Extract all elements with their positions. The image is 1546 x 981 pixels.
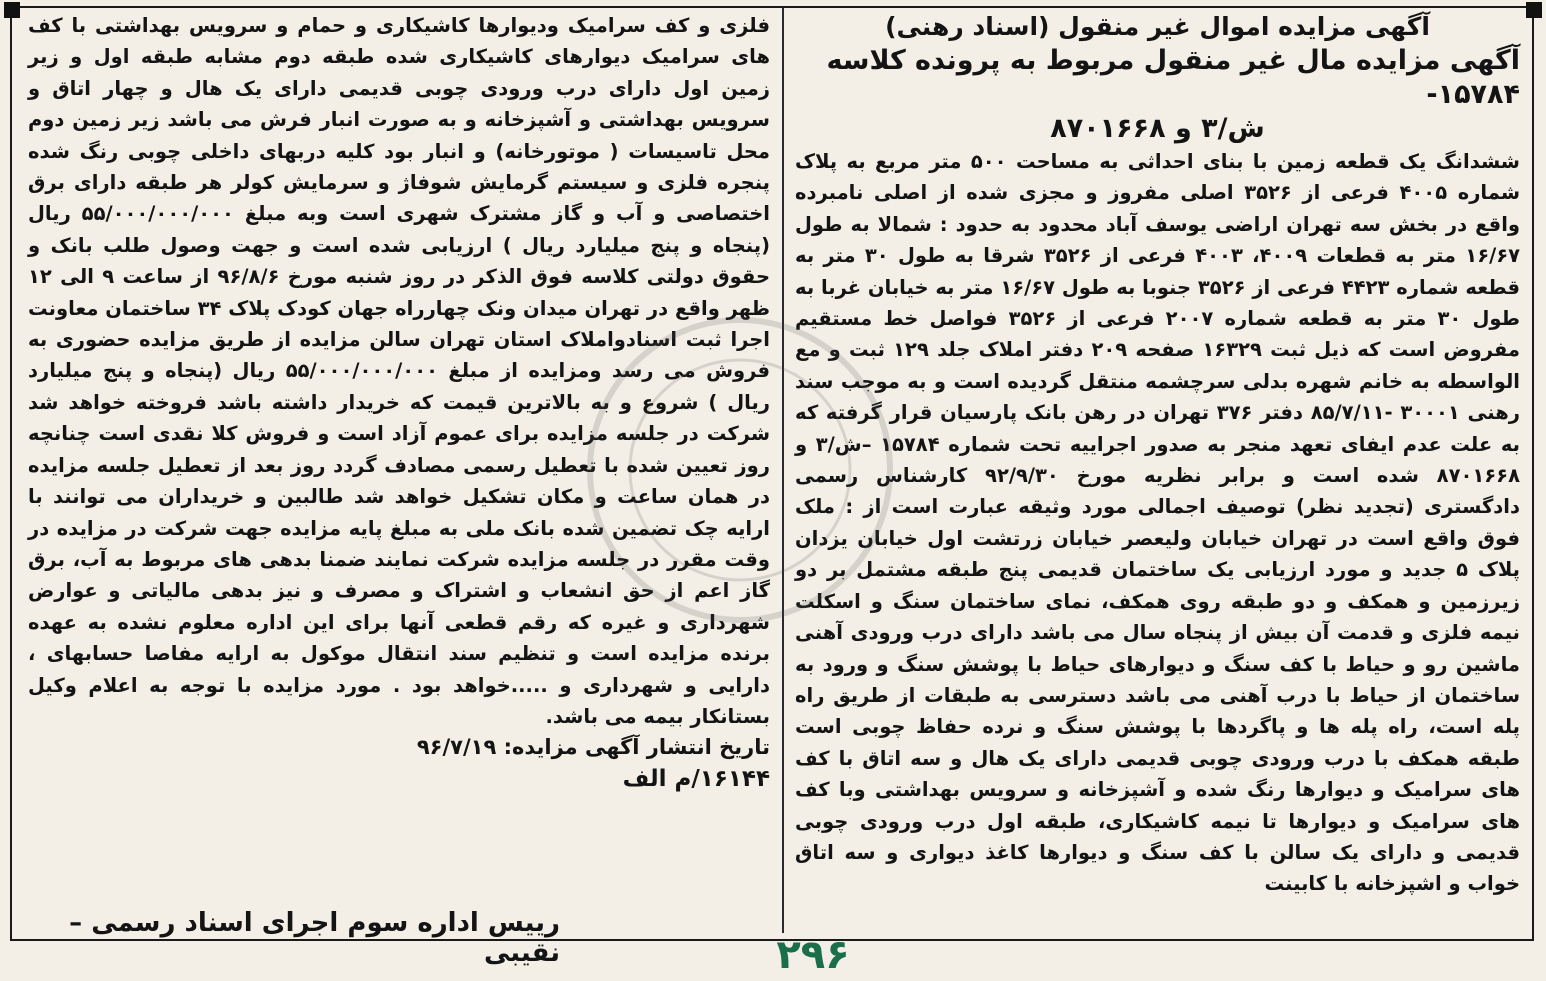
corner-mark-right: [1526, 2, 1542, 18]
notice-subtitle: آگهی مزایده مال غیر منقول مربوط به پرونده کلاسه ۱۵۷۸۴-: [826, 45, 1520, 110]
notice-body-part2: فلزی و کف سرامیک ودیوارها کاشیکاری و حمام و سرویس بهداشتی با کف های سرامیک دیوارهای کاشیکاری شده طبقه دوم مشابه طبقه اول و زیر زمین اول دارای درب ورودی چوبی قدیمی دارای یک هال و چهار اتاق و سرویس بهداشتی و آشپزخانه و به صورت انبار فرش می باشد زیر زمین دوم محل تاسیسات ( موتورخانه) و انبار بود کلیه دربهای داخلی چوبی رنگ شده پنجره فلزی و سیستم گرمایش شوفاژ و سرمایش کولر هر طبقه دارای برق اختصاصی و آب و گاز مشترک شهری است وبه مبلغ ۵۵/۰۰۰/۰۰۰/۰۰۰ ریال (پنجاه و پنج میلیارد ریال ) ارزیابی شده است و جهت وصول طلب بانک و حقوق دولتی کلاسه فوق الذکر در روز شنبه مورخ ۹۶/۸/۶ از ساعت ۹ الی ۱۲ ظهر واقع در تهران میدان ونک چهارراه جهان کودک پلاک ۳۴ ساختمان معاونت اجرا ثبت اسنادواملاک استان تهران سالن مزایده از طریق مزایده حضوری به فروش می رسد ومزایده از مبلغ ۵۵/۰۰۰/۰۰۰/۰۰۰ ریال (پنجاه و پنج میلیارد ریال ) شروع و به بالاترین قیمت که خریدار داشته باشد فروخته خواهد شد شرکت در جلسه مزایده برای عموم آزاد است و فروش کلا نقدی است چنانچه روز تعیین شده با تعطیل رسمی مصادف گردد روز بعد از تعطیل جلسه مزایده در همان ساعت و مکان تشکیل خواهد شد طالبین و خریداران می توانند با ارایه چک تضمین شده بانک ملی به مبلغ پایه مزایده جهت شرکت در مزایده در وقت مقرر در جلسه مزایده شرکت نمایند ضمنا بدهی های مربوط به آب، برق گاز اعم از حق انشعاب و اشتراک و مصرف و نیز بدهی مالیاتی و عوارض شهرداری و غیره که رقم قطعی آنها برای این اداره معلوم نشده به عهده برنده مزایده است و تنظیم سند انتقال موکول به ارایه مفاصا حسابهای ، دارایی و شهرداری و .....خواهد بود . مورد مزایده با توجه به اعلام وکیل بستانکار بیمه می باشد.: [28, 14, 770, 728]
case-number: ش/۳ و ۸۷۰۱۶۶۸: [1050, 113, 1265, 144]
signature-line: رییس اداره سوم اجرای اسناد رسمی – نقیبی: [69, 908, 560, 968]
publication-date: تاریخ انتشار آگهی مزایده: ۹۶/۷/۱۹: [416, 735, 770, 760]
watermark-logo-icon: [560, 300, 920, 640]
handwritten-page-number: ۲۹۶: [776, 932, 850, 978]
notice-title: آگهی مزایده اموال غیر منقول (اسناد رهنی): [885, 12, 1430, 41]
corner-mark-left: [4, 2, 20, 18]
reference-code: ۱۶۱۴۴/م الف: [622, 766, 770, 793]
notice-body-part1: ششدانگ یک قطعه زمین با بنای احداثی به مساحت ۵۰۰ متر مربع به پلاک شماره ۴۰۰۵ فرعی از ۳۵۲۶ اصلی مفروز و مجزی شده از اصلی نامبرده واقع در بخش سه تهران اراضی یوسف آباد محدود به حدود : شمالا به طول ۱۶/۶۷ متر به قطعات ۴۰۰۹، ۴۰۰۳ فرعی از ۳۵۲۶ شرقا به طول ۳۰ متر به قطعه شماره ۴۴۲۳ فرعی از ۳۵۲۶ جنوبا به طول ۱۶/۶۷ متر به خیابان غربا به طول ۳۰ متر به قطعه شماره ۲۰۰۷ فرعی از ۳۵۲۶ فواصل خط مستقیم مفروض است که ذیل ثبت ۱۶۳۲۹ صفحه ۲۰۹ دفتر املاک جلد ۱۲۹ ثبت و مع الواسطه به خانم شهره بدلی سرچشمه منتقل گردیده است و به موجب سند رهنی ۳۰۰۰۱ -۸۵/۷/۱۱ دفتر ۳۷۶ تهران در رهن بانک پارسیان قرار گرفته که به علت عدم ایفای تعهد منجر به صدور اجراییه تحت شماره ۱۵۷۸۴ –ش/۳ و ۸۷۰۱۶۶۸ شده است و برابر نظریه مورخ ۹۲/۹/۳۰ کارشناس رسمی دادگستری (تجدید نظر) توصیف اجمالی مورد وثیقه عبارت است از : ملک فوق واقع است در تهران خیابان ولیعصر خیابان زرتشت اول خیابان یزدان پلاک ۵ جدید و مورد ارزیابی یک ساختمان قدیمی پنج طبقه مشتمل بر دو زیرزمین و همکف و دو طبقه روی همکف، نمای ساختمان سنگ و اسکلت نیمه فلزی و قدمت آن بیش از پنجاه سال می باشد دارای درب ورودی آهنی ماشین رو و حیاط با کف سنگ و دیوارهای حیاط با پوشش سنگ و ورود به ساختمان از حیاط با درب آهنی می باشد دسترسی به طبقات از طریق راه پله است، راه پله ها و پاگردها با پوشش سنگ و نرده حفاظ چوبی است طبقه همکف با درب ورودی چوبی قدیمی دارای یک هال و سه اتاق با کف های سرامیک و دیوارها رنگ شده و آشپزخانه و سرویس بهداشتی وبا کف های سرامیک و دیوارها تا نیمه کاشیکاری، طبقه اول درب ورودی چوبی قدیمی و دارای یک سالن با کف سنگ و دیوارها کاغذ دیواری و سه اتاق خواب و اشپزخانه با کابینت: [795, 150, 1521, 896]
